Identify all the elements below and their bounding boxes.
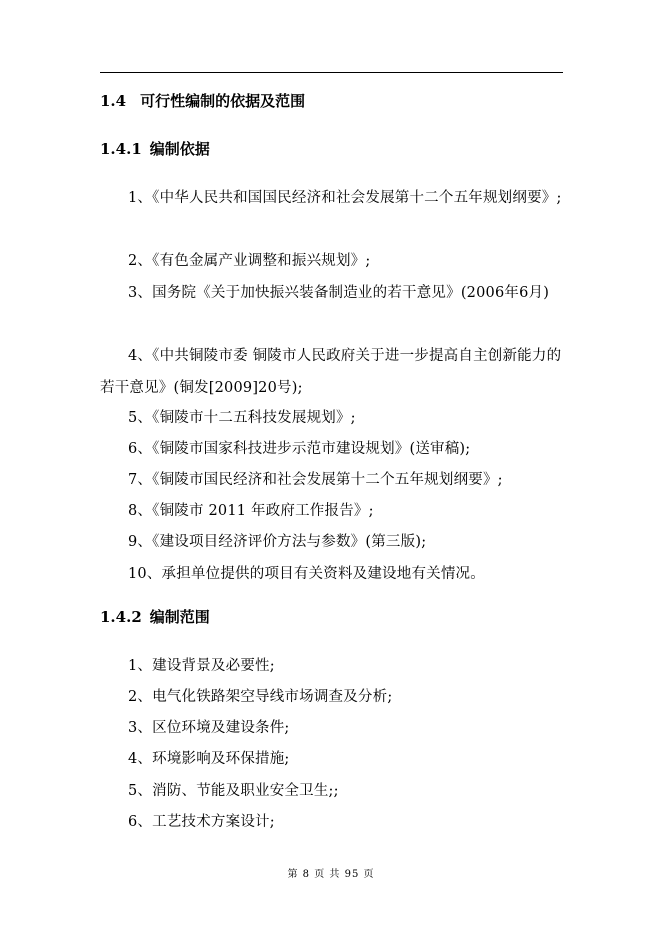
basis-item: 2、《有色金属产业调整和振兴规划》; bbox=[128, 253, 371, 269]
scope-item: 4、环境影响及环保措施; bbox=[128, 751, 290, 767]
subsection-scope-title: 编制范围 bbox=[149, 608, 210, 626]
section-title: 可行性编制的依据及范围 bbox=[140, 92, 306, 110]
basis-item: 8、《铜陵市 2011 年政府工作报告》; bbox=[128, 503, 374, 519]
basis-item: 4、《中共铜陵市委 铜陵市人民政府关于进一步提高自主创新能力的若干意见》(铜发[2009]20号); bbox=[100, 348, 562, 396]
section-heading bbox=[100, 90, 305, 111]
subsection-basis-number: 1.4.1 bbox=[100, 140, 142, 158]
scope-item: 2、电气化铁路架空导线市场调查及分析; bbox=[128, 689, 393, 705]
subsection-basis-title: 编制依据 bbox=[149, 140, 210, 158]
basis-item: 9、《建设项目经济评价方法与参数》(第三版); bbox=[128, 534, 427, 550]
subsection-scope-heading bbox=[100, 606, 210, 627]
basis-item: 1、《中华人民共和国国民经济和社会发展第十二个五年规划纲要》; bbox=[128, 190, 562, 206]
basis-item: 7、《铜陵市国民经济和社会发展第十二个五年规划纲要》; bbox=[128, 472, 503, 488]
header-rule bbox=[100, 72, 563, 73]
basis-item: 5、《铜陵市十二五科技发展规划》; bbox=[128, 410, 356, 426]
scope-item: 3、区位环境及建设条件; bbox=[128, 720, 290, 736]
basis-item: 6、《铜陵市国家科技进步示范市建设规划》(送审稿); bbox=[128, 441, 471, 457]
section-number: 1.4 bbox=[100, 92, 127, 110]
scope-item: 6、工艺技术方案设计; bbox=[128, 814, 275, 830]
subsection-scope-number: 1.4.2 bbox=[100, 608, 142, 626]
basis-item: 3、国务院《关于加快振兴装备制造业的若干意见》(2006年6月) bbox=[128, 285, 550, 301]
scope-item: 1、建设背景及必要性; bbox=[128, 658, 275, 674]
subsection-basis-heading bbox=[100, 138, 210, 159]
page-footer: 第 8 页 共 95 页 bbox=[287, 869, 375, 880]
scope-item: 5、消防、节能及职业安全卫生;; bbox=[128, 783, 339, 799]
basis-item: 10、承担单位提供的项目有关资料及建设地有关情况。 bbox=[128, 566, 485, 582]
